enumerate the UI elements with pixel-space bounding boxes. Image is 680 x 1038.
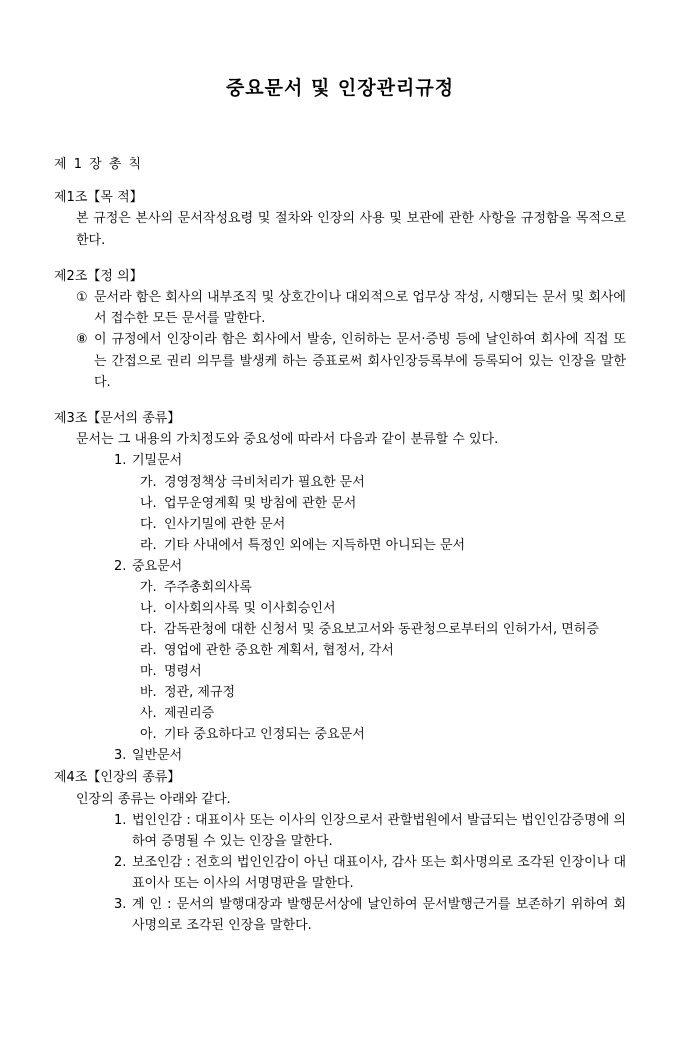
document-page	[0, 76, 680, 1038]
list-text: 기타 사내에서 특정인 외에는 지득하면 아니되는 문서	[164, 537, 466, 553]
list-marker: ①	[76, 290, 88, 306]
list-item	[140, 640, 626, 661]
list-item	[140, 472, 626, 493]
list-item	[76, 287, 626, 329]
list-item	[114, 450, 626, 471]
list-text: 경영정책상 극비처리가 필요한 문서	[164, 474, 365, 490]
list-text: 정관, 제규정	[164, 684, 236, 700]
list-marker: 마.	[140, 663, 157, 679]
list-marker: 가.	[140, 579, 157, 595]
list-item	[114, 556, 626, 577]
article-paragraph: 문서는 그 내용의 가치정도와 중요성에 따라서 다음과 같이 분류할 수 있다.	[76, 432, 499, 448]
list-item	[140, 577, 626, 598]
list-text: 기밀문서	[132, 453, 183, 469]
list-text: 보조인감 : 전호의 법인인감이 아닌 대표이사, 감사 또는 회사명의로 조각된 인장이나 대표이사 또는 이사의 서명명판을 말한다.	[132, 855, 626, 892]
list-item	[140, 598, 626, 619]
list-marker: 나.	[140, 600, 157, 616]
list-item	[140, 682, 626, 703]
list-text: 명령서	[164, 663, 202, 679]
list-item	[140, 724, 626, 745]
sublist	[140, 577, 626, 745]
chapter-heading: 제 1 장 총 칙	[54, 156, 143, 172]
list-marker: 1.	[114, 813, 127, 828]
list-text: 중요문서	[132, 558, 183, 574]
list-marker: 가.	[140, 474, 157, 490]
article-paragraph: 본 규정은 본사의 문서작성요령 및 절차와 인장의 사용 및 보관에 관한 사항을 규정함을 목적으로 한다.	[76, 211, 626, 248]
list-text: 주주총회의사록	[164, 579, 252, 595]
list-text: 일반문서	[132, 748, 183, 764]
list-item	[140, 514, 626, 535]
sublist	[140, 472, 626, 556]
list-text: 기타 중요하다고 인정되는 중요문서	[164, 727, 365, 743]
list-marker: ⑧	[76, 332, 88, 348]
page-title: 중요문서 및 인장관리규정	[225, 77, 455, 99]
list-marker: 1.	[114, 453, 127, 469]
article-heading: 제1조【목 적】	[54, 189, 143, 205]
article-block	[54, 188, 626, 251]
list-marker: 3.	[114, 748, 127, 764]
list-text: 업무운영계획 및 방침에 관한 문서	[164, 495, 357, 511]
article-heading: 제4조【인장의 종류】	[54, 770, 181, 786]
article-block	[54, 768, 626, 936]
list-text: 제권리증	[164, 706, 215, 722]
list-text: 이사회의사록 및 이사회승인서	[164, 600, 336, 616]
list-item	[114, 810, 626, 852]
list-text: 계 인 : 문서의 발행대장과 발행문서상에 날인하여 문서발행근거를 보존하기 위하여 회사명의로 조각된 인장을 말한다.	[132, 897, 626, 934]
list-marker: 사.	[140, 706, 157, 722]
list-marker: 나.	[140, 495, 157, 511]
list-marker: 2.	[114, 855, 127, 871]
article-block	[54, 409, 626, 767]
list-item	[114, 745, 626, 766]
list-item	[114, 894, 626, 936]
list-text: 법인인감 : 대표이사 또는 이사의 인장으로서 관할법원에서 발급되는 법인인감증명에 의하여 증명될 수 있는 인장을 말한다.	[132, 813, 626, 850]
list-text: 문서라 함은 회사의 내부조직 및 상호간이나 대외적으로 업무상 작성, 시행되는 문서 및 회사에서 접수한 모든 문서를 말한다.	[94, 290, 626, 327]
list-text: 영업에 관한 중요한 계획서, 협정서, 각서	[164, 642, 394, 658]
article-heading: 제2조【정 의】	[54, 268, 143, 284]
list-marker: 2.	[114, 558, 127, 574]
list-text: 이 규정에서 인장이라 함은 회사에서 발송, 인허하는 문서·증빙 등에 날인하여 회사에 직접 또는 간접으로 권리 의무를 발생케 하는 증표로써 회사인장등록부에 등록되어 있는 인장을 말한다.	[94, 332, 626, 390]
list-marker: 다.	[140, 516, 157, 532]
list-item	[114, 852, 626, 894]
list-item	[140, 535, 626, 556]
article-paragraph: 인장의 종류는 아래와 같다.	[76, 791, 231, 807]
list-marker: 다.	[140, 621, 157, 637]
list-marker: 바.	[140, 684, 157, 700]
list-item	[140, 661, 626, 682]
list-item	[140, 619, 626, 640]
list-marker: 아.	[140, 727, 157, 743]
article-block	[54, 267, 626, 393]
list-marker: 라.	[140, 537, 157, 553]
list-marker: 3.	[114, 897, 127, 913]
article-heading: 제3조【문서의 종류】	[54, 410, 181, 426]
list-item	[76, 329, 626, 392]
list-text: 감독관청에 대한 신청서 및 중요보고서와 동관청으로부터의 인허가서, 면허증	[164, 621, 599, 637]
list-text: 인사기밀에 관한 문서	[164, 516, 286, 532]
list-item	[140, 703, 626, 724]
list-item	[140, 493, 626, 514]
list-marker: 라.	[140, 642, 157, 658]
